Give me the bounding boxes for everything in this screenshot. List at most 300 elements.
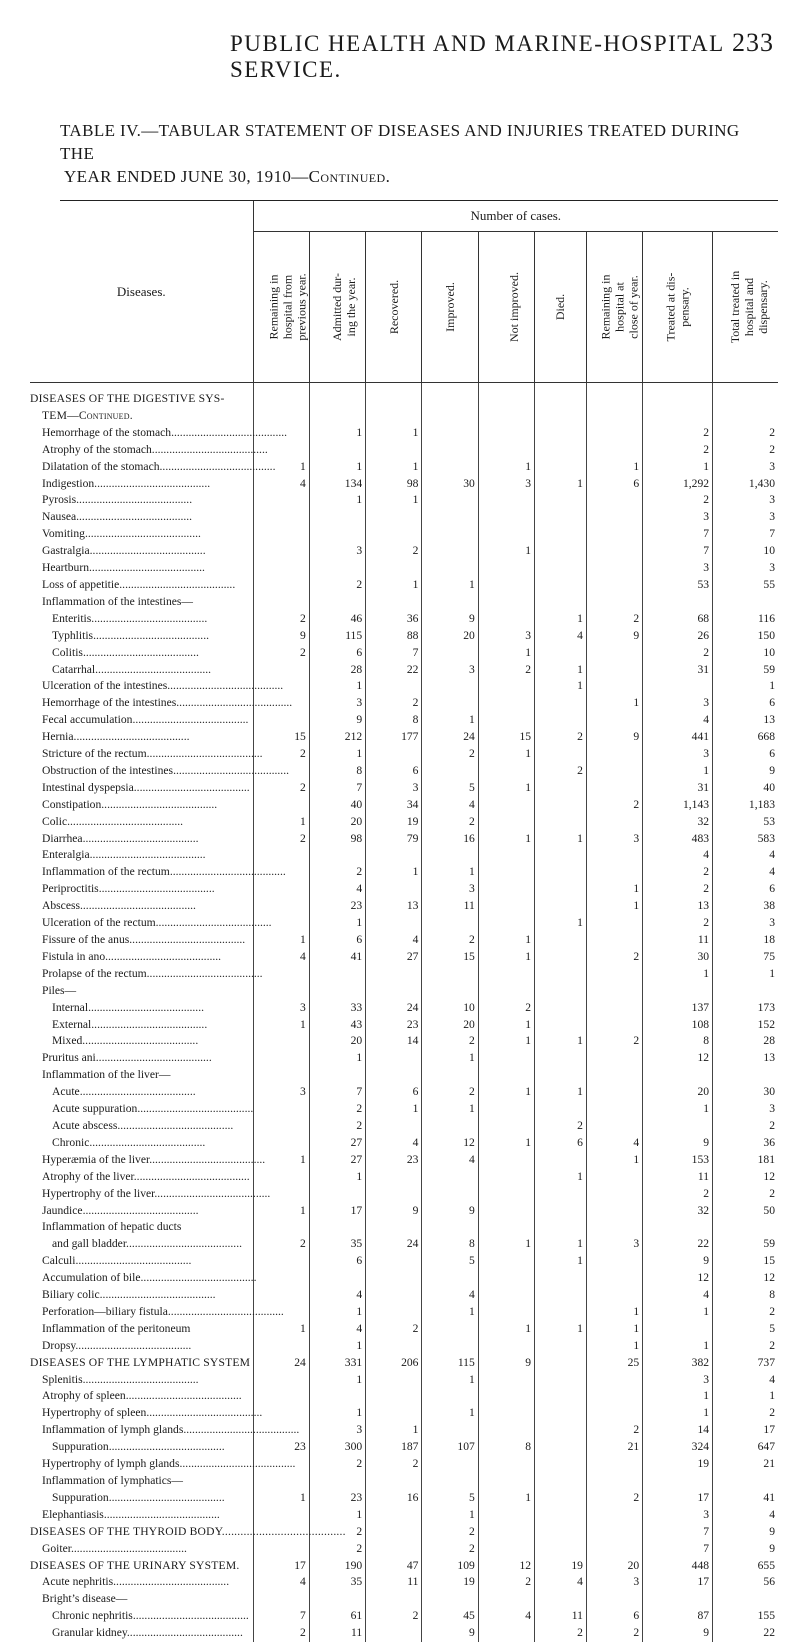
case-count [535, 1388, 587, 1405]
disease-name [30, 695, 253, 712]
case-count: 3 [643, 1507, 713, 1524]
case-count [422, 492, 478, 509]
case-count: 9 [713, 1524, 778, 1541]
case-count [253, 492, 309, 509]
disease-name [30, 1372, 253, 1389]
case-count [535, 797, 587, 814]
case-count: 6 [713, 695, 778, 712]
case-count [586, 425, 642, 442]
case-count [478, 1270, 534, 1287]
table-row [30, 1270, 778, 1287]
disease-name-text: Indigestion [42, 477, 94, 490]
case-count: 35 [309, 1574, 365, 1591]
case-count: 4 [309, 1287, 365, 1304]
dot-leader: ........................................ [146, 1406, 262, 1419]
case-count [586, 1118, 642, 1135]
case-count [309, 442, 365, 459]
column-header-line: dispensary. [756, 270, 770, 342]
case-count: 155 [713, 1608, 778, 1625]
disease-name [30, 1236, 253, 1253]
case-count [309, 1186, 365, 1203]
case-count [422, 1067, 478, 1084]
case-count [643, 1591, 713, 1608]
case-count: 15 [478, 729, 534, 746]
case-count: 1 [713, 1388, 778, 1405]
case-count: 1 [366, 459, 422, 476]
case-count: 1 [478, 932, 534, 949]
disease-name-text: Mixed [52, 1034, 82, 1047]
disease-name-text: Hypertrophy of the liver [42, 1187, 154, 1200]
case-count [713, 1473, 778, 1490]
disease-name [30, 1591, 253, 1608]
column-header-text [330, 272, 358, 340]
case-count: 2 [366, 1321, 422, 1338]
case-count: 2 [309, 1101, 365, 1118]
case-count [422, 966, 478, 983]
case-count: 1 [535, 662, 587, 679]
column-header-line: hospital at [612, 274, 626, 339]
case-count [478, 712, 534, 729]
case-count [253, 543, 309, 560]
column-header-line: Total treated in [728, 270, 742, 342]
case-count: 3 [713, 509, 778, 526]
case-count: 11 [422, 898, 478, 915]
case-count: 43 [309, 1017, 365, 1034]
case-count [586, 966, 642, 983]
case-count [478, 797, 534, 814]
table-row [30, 1186, 778, 1203]
case-count [586, 1405, 642, 1422]
dot-leader: ........................................ [89, 561, 205, 574]
case-count: 2 [535, 1625, 587, 1642]
disease-name [30, 645, 253, 662]
case-count: 6 [713, 746, 778, 763]
table-row [30, 831, 778, 848]
case-count: 17 [713, 1422, 778, 1439]
disease-name [30, 949, 253, 966]
case-count [309, 509, 365, 526]
case-count: 1 [535, 1321, 587, 1338]
disease-name [30, 1473, 253, 1490]
dot-leader: ........................................ [83, 1204, 199, 1217]
case-count: 61 [309, 1608, 365, 1625]
column-header-text [387, 279, 401, 333]
disease-name-text: Catarrhal [52, 663, 95, 676]
case-count [535, 425, 587, 442]
case-count: 1 [535, 611, 587, 628]
table-row [30, 560, 778, 577]
case-count: 9 [422, 1203, 478, 1220]
case-count: 24 [422, 729, 478, 746]
case-count [713, 594, 778, 611]
dot-leader: ........................................ [101, 798, 217, 811]
case-count: 1 [535, 1169, 587, 1186]
disease-name-text: Acute abscess [52, 1119, 117, 1132]
case-count [253, 662, 309, 679]
case-count [366, 847, 422, 864]
case-count: 17 [643, 1574, 713, 1591]
case-count [478, 1591, 534, 1608]
column-header [309, 232, 365, 383]
case-count: 2 [422, 1541, 478, 1558]
case-count [366, 442, 422, 459]
disease-name [30, 1253, 253, 1270]
case-count [586, 678, 642, 695]
case-count [422, 459, 478, 476]
disease-name-text: Colic [42, 815, 67, 828]
case-count: 1 [253, 459, 309, 476]
case-count: 2 [586, 611, 642, 628]
table-row [30, 543, 778, 560]
case-count: 11 [309, 1625, 365, 1642]
case-count [422, 645, 478, 662]
table-row [30, 729, 778, 746]
dot-leader: ........................................ [134, 1170, 250, 1183]
case-count [586, 814, 642, 831]
case-count: 1 [422, 1405, 478, 1422]
case-count: 6 [586, 1608, 642, 1625]
case-count [478, 425, 534, 442]
case-count: 2 [253, 780, 309, 797]
case-count: 32 [643, 814, 713, 831]
table-row [30, 492, 778, 509]
column-header-line: Remaining in [598, 274, 612, 339]
case-count [478, 492, 534, 509]
case-count: 2 [422, 814, 478, 831]
case-count: 20 [422, 1017, 478, 1034]
disease-name-text: Fecal accumulation [42, 713, 132, 726]
case-count [422, 442, 478, 459]
case-count [586, 983, 642, 1000]
dot-leader: ........................................ [147, 967, 263, 980]
dot-leader: ........................................ [90, 848, 206, 861]
case-count: 4 [253, 949, 309, 966]
disease-name [30, 1033, 253, 1050]
case-count: 108 [643, 1017, 713, 1034]
case-count: 3 [586, 831, 642, 848]
case-count [422, 1219, 478, 1236]
case-count: 2 [535, 1118, 587, 1135]
case-count [366, 560, 422, 577]
dot-leader: ........................................ [99, 882, 215, 895]
case-count: 8 [643, 1033, 713, 1050]
case-count: 2 [309, 864, 365, 881]
case-count [586, 1372, 642, 1389]
disease-name-text: Diarrhea [42, 832, 83, 845]
case-count [535, 1456, 587, 1473]
disease-name [30, 1558, 253, 1575]
case-count: 1 [478, 746, 534, 763]
case-count [422, 526, 478, 543]
case-count [478, 1203, 534, 1220]
table-row [30, 1372, 778, 1389]
case-count: 13 [713, 712, 778, 729]
case-count: 2 [478, 662, 534, 679]
case-count: 3 [309, 1422, 365, 1439]
case-count: 2 [309, 1456, 365, 1473]
case-count: 2 [366, 1456, 422, 1473]
case-count: 2 [253, 746, 309, 763]
case-count: 7 [643, 526, 713, 543]
case-count [253, 1135, 309, 1152]
case-count: 53 [643, 577, 713, 594]
disease-name-text: Inflammation of the rectum [42, 865, 170, 878]
case-count [535, 1000, 587, 1017]
case-count [478, 1169, 534, 1186]
case-count: 173 [713, 1000, 778, 1017]
case-count [366, 594, 422, 611]
disease-name-text: DISEASES OF THE URINARY SYSTEM. [30, 1559, 239, 1572]
case-count [366, 1524, 422, 1541]
case-count: 6 [309, 932, 365, 949]
case-count [253, 1118, 309, 1135]
disease-name-text: Fissure of the anus [42, 933, 129, 946]
case-count [586, 543, 642, 560]
dot-leader: ........................................ [91, 1018, 207, 1031]
dot-leader: ........................................ [100, 1288, 216, 1301]
case-count: 2 [309, 577, 365, 594]
disease-name-text: Suppuration [52, 1440, 109, 1453]
dot-leader: ........................................ [117, 1119, 233, 1132]
case-count: 1 [713, 966, 778, 983]
dot-leader: ........................................ [167, 679, 283, 692]
case-count: 1 [366, 1422, 422, 1439]
case-count: 3 [643, 695, 713, 712]
case-count: 4 [309, 881, 365, 898]
case-count: 11 [643, 1169, 713, 1186]
disease-name [30, 983, 253, 1000]
case-count: 9 [366, 1203, 422, 1220]
case-count [478, 1101, 534, 1118]
table-row [30, 1439, 778, 1456]
case-count [478, 1118, 534, 1135]
case-count: 98 [366, 476, 422, 493]
case-count: 22 [366, 662, 422, 679]
column-header-line: Improved. [443, 282, 457, 332]
table-row [30, 1422, 778, 1439]
disease-name-text: Inflammation of the peritoneum [42, 1322, 190, 1335]
case-count [535, 695, 587, 712]
case-count: 1 [586, 1304, 642, 1321]
case-count: 153 [643, 1152, 713, 1169]
case-count: 8 [478, 1439, 534, 1456]
case-count: 8 [422, 1236, 478, 1253]
case-count: 1 [309, 1338, 365, 1355]
case-count: 4 [478, 1608, 534, 1625]
case-count [535, 1203, 587, 1220]
case-count: 1 [309, 1050, 365, 1067]
case-count [535, 543, 587, 560]
table-row [30, 459, 778, 476]
table-row [30, 847, 778, 864]
case-count [535, 898, 587, 915]
case-count: 5 [713, 1321, 778, 1338]
dot-leader: ........................................ [160, 460, 276, 473]
table-row [30, 1169, 778, 1186]
disease-name-text: Ulceration of the rectum [42, 916, 156, 929]
table-row [30, 695, 778, 712]
case-count: 24 [366, 1000, 422, 1017]
case-count [366, 966, 422, 983]
table-row [30, 1591, 778, 1608]
case-count: 1 [586, 695, 642, 712]
case-count: 4 [713, 847, 778, 864]
case-count: 1 [309, 746, 365, 763]
table-row [30, 1084, 778, 1101]
disease-name-text: Periproctitis [42, 882, 99, 895]
case-count [478, 1219, 534, 1236]
case-count: 2 [713, 442, 778, 459]
case-count [478, 1067, 534, 1084]
case-count: 1 [478, 1017, 534, 1034]
column-header-text [553, 293, 567, 319]
column-header-line: Died. [553, 293, 567, 319]
case-count: 19 [422, 1574, 478, 1591]
case-count [535, 1439, 587, 1456]
case-count: 55 [713, 577, 778, 594]
disease-name-text: Hypertrophy of lymph glands [42, 1457, 180, 1470]
disease-name-text: Heartburn [42, 561, 89, 574]
running-head [30, 28, 778, 83]
case-count [535, 509, 587, 526]
case-count [535, 645, 587, 662]
disease-name-text: Intestinal dyspepsia [42, 781, 134, 794]
case-count: 68 [643, 611, 713, 628]
case-count: 1 [586, 1338, 642, 1355]
case-count [422, 1118, 478, 1135]
case-count: 7 [643, 543, 713, 560]
case-count: 19 [535, 1558, 587, 1575]
case-count: 7 [366, 645, 422, 662]
case-count [478, 577, 534, 594]
case-count: 9 [422, 611, 478, 628]
dot-leader: ........................................ [183, 1423, 299, 1436]
table-caption-line-1: TABLE IV.—TABULAR STATEMENT OF DISEASES AND INJURIES TREATED DURING THE [60, 119, 778, 165]
disease-name [30, 662, 253, 679]
case-count: 2 [713, 1338, 778, 1355]
table-row [30, 966, 778, 983]
case-count [535, 949, 587, 966]
case-count: 3 [253, 1084, 309, 1101]
case-count [478, 509, 534, 526]
case-count: 47 [366, 1558, 422, 1575]
case-count: 20 [643, 1084, 713, 1101]
case-count: 9 [309, 712, 365, 729]
case-count [253, 1050, 309, 1067]
disease-name [30, 1135, 253, 1152]
case-count: 1 [253, 1152, 309, 1169]
case-count: 4 [643, 847, 713, 864]
dot-leader: ........................................ [152, 443, 268, 456]
case-count [253, 560, 309, 577]
column-header-text [728, 270, 770, 342]
disease-name-text: Fistula in ano [42, 950, 105, 963]
case-count: 22 [713, 1625, 778, 1642]
disease-name [30, 1507, 253, 1524]
case-count: 9 [713, 763, 778, 780]
case-count [586, 577, 642, 594]
column-header-line: hospital from [280, 273, 294, 340]
case-count: 1 [422, 1304, 478, 1321]
case-count: 1 [643, 763, 713, 780]
disease-name [30, 459, 253, 476]
case-count [586, 1541, 642, 1558]
case-count: 2 [586, 1490, 642, 1507]
case-count: 4 [253, 476, 309, 493]
case-count [253, 898, 309, 915]
case-count: 9 [643, 1625, 713, 1642]
case-count: 1 [366, 864, 422, 881]
stub-header: Diseases. [30, 201, 253, 383]
case-count [422, 1456, 478, 1473]
case-count [478, 1388, 534, 1405]
case-count: 6 [713, 881, 778, 898]
case-count [643, 383, 713, 408]
case-count: 2 [478, 1574, 534, 1591]
column-header-line: Remaining in [266, 273, 280, 340]
case-count: 1 [309, 915, 365, 932]
case-count: 40 [713, 780, 778, 797]
case-count: 3 [713, 915, 778, 932]
case-count: 20 [586, 1558, 642, 1575]
case-count [586, 1524, 642, 1541]
case-count: 1,183 [713, 797, 778, 814]
disease-name-text: Enteritis [52, 612, 91, 625]
case-count [253, 983, 309, 1000]
disease-table [30, 201, 778, 1642]
case-count: 4 [713, 864, 778, 881]
case-count: 19 [366, 814, 422, 831]
case-count [586, 1203, 642, 1220]
case-count: 25 [586, 1355, 642, 1372]
case-count [535, 1338, 587, 1355]
table-row [30, 425, 778, 442]
case-count [586, 1591, 642, 1608]
disease-name-text: Internal [52, 1001, 88, 1014]
case-count: 655 [713, 1558, 778, 1575]
case-count: 11 [535, 1608, 587, 1625]
case-count: 1 [422, 712, 478, 729]
case-count [535, 1101, 587, 1118]
case-count: 10 [713, 543, 778, 560]
dot-leader: ........................................ [104, 1508, 220, 1521]
case-count: 30 [713, 1084, 778, 1101]
case-count [422, 383, 478, 408]
case-count [713, 383, 778, 408]
case-count: 3 [586, 1574, 642, 1591]
case-count: 448 [643, 1558, 713, 1575]
case-count: 1 [478, 1033, 534, 1050]
case-count: 4 [366, 932, 422, 949]
case-count: 1 [478, 1236, 534, 1253]
case-count: 2 [253, 645, 309, 662]
disease-name-text: Loss of appetitie [42, 578, 119, 591]
case-count [366, 383, 422, 408]
disease-name [30, 1355, 253, 1372]
dot-leader: ........................................ [126, 1389, 242, 1402]
case-count: 12 [478, 1558, 534, 1575]
disease-name [30, 1405, 253, 1422]
case-count [478, 1456, 534, 1473]
table-row [30, 1118, 778, 1135]
case-count [366, 1067, 422, 1084]
case-count: 177 [366, 729, 422, 746]
case-count [643, 1219, 713, 1236]
case-count [535, 966, 587, 983]
disease-name-text: TEM—Continued. [42, 409, 133, 422]
case-count: 59 [713, 662, 778, 679]
case-count [253, 712, 309, 729]
